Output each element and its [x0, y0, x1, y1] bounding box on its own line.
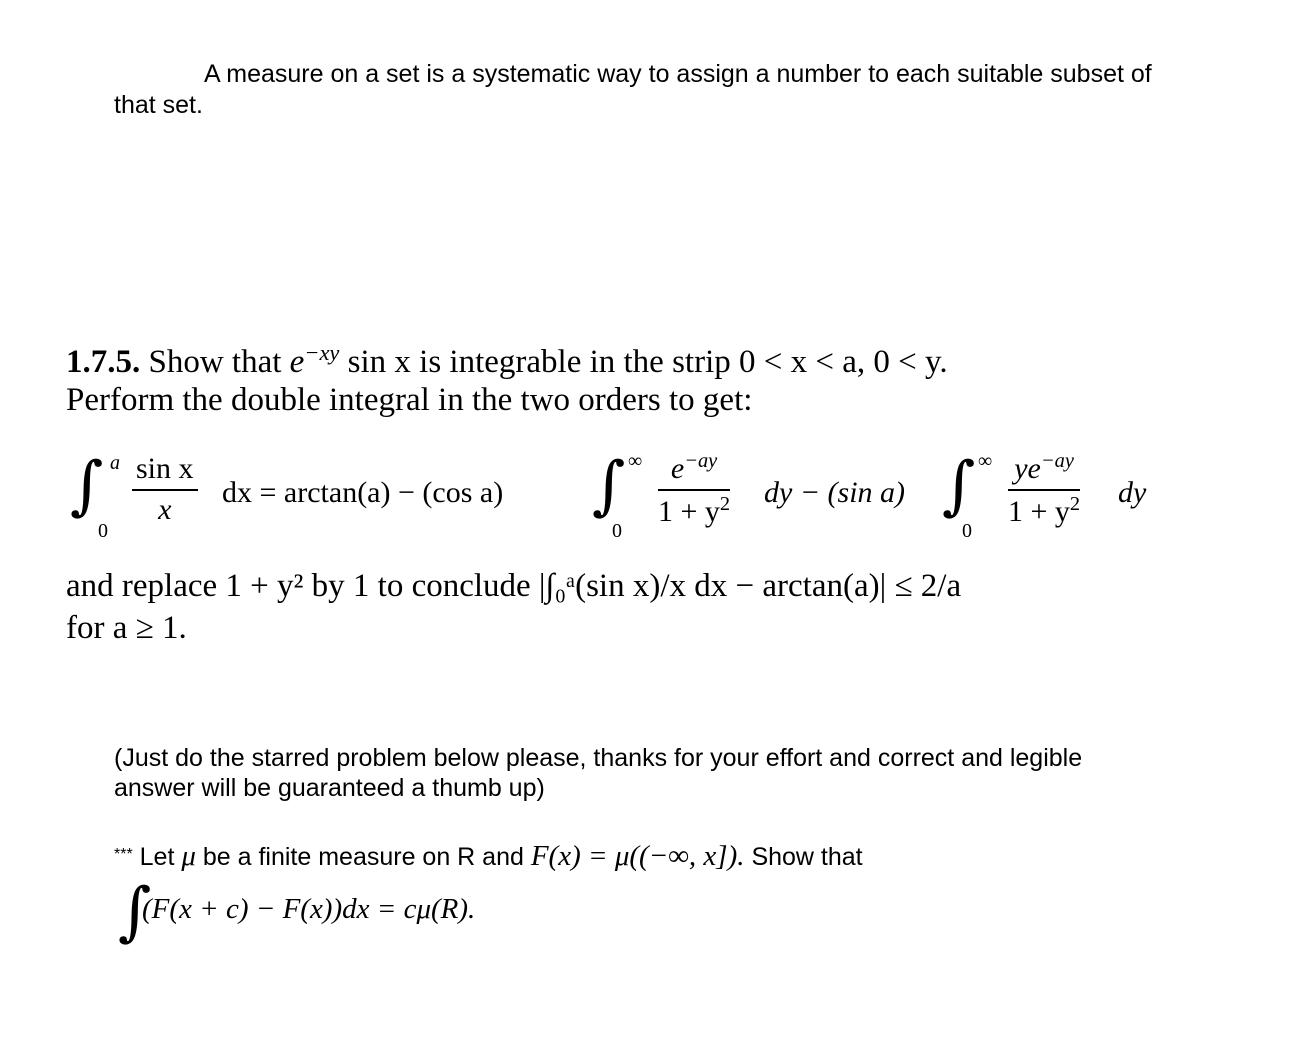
problem-e: e	[289, 344, 305, 380]
integral-sign-3: ∫	[942, 449, 976, 523]
starred-text-2: be a finite measure on R and	[195, 843, 531, 871]
integral-2-upper: ∞	[628, 450, 643, 472]
integral-1-upper: a	[110, 452, 120, 474]
problem-exponent: −xy	[304, 340, 340, 365]
problem-line-1-text: Show that	[148, 344, 290, 380]
starred-problem-line-1	[114, 840, 863, 873]
intro-line-1: A measure on a set is a systematic way to assign a number to each suitable subset of	[204, 60, 1152, 88]
starred-formula-1: F(x) = μ((−∞, x]).	[530, 840, 745, 872]
fraction-3-denominator: $1 + y^2$	[1008, 492, 1081, 528]
fraction-2	[658, 450, 730, 529]
fraction-1	[132, 452, 198, 527]
equation-segment-3: dy	[1118, 476, 1147, 509]
fraction-1-denominator: x	[158, 492, 172, 526]
note-line-2: answer will be guaranteed a thumb up)	[114, 774, 545, 802]
problem-line-2: Perform the double integral in the two orders to get:	[66, 382, 753, 418]
problem-line-1	[66, 340, 948, 381]
equation-segment-2: dy − (sin a)	[764, 476, 906, 509]
starred-marker: ***	[114, 846, 133, 863]
starred-integral-sign: ∫	[118, 875, 152, 949]
problem-line-1-rest: sin x is integrable in the strip 0 < x < a, 0 < y.	[339, 344, 948, 380]
problem-line-3: and replace 1 + y² by 1 to conclude |∫₀ᵃ(sin x)/x dx − arctan(a)| ≤ 2/a	[66, 568, 962, 604]
display-equation	[70, 446, 1250, 546]
fraction-3	[1008, 450, 1080, 529]
problem-number: 1.7.5.	[66, 344, 141, 380]
integral-3-lower: 0	[962, 520, 972, 542]
mu-symbol: μ	[181, 840, 196, 872]
fraction-2-denominator: $1 + y^2$	[658, 492, 731, 528]
starred-formula-2: (F(x + c) − F(x))dx = cμ(R).	[142, 893, 476, 925]
equation-segment-1: dx = arctan(a) − (cos a)	[222, 476, 504, 509]
problem-line-4: for a ≥ 1.	[66, 610, 187, 646]
starred-text-3: Show that	[744, 843, 863, 871]
integral-2-lower: 0	[612, 520, 622, 542]
intro-line-2: that set.	[114, 91, 203, 119]
integral-1-lower: 0	[98, 520, 108, 542]
starred-text-1: Let	[132, 843, 182, 871]
fraction-3-numerator: $ye^{-ay}$	[1008, 450, 1080, 491]
integral-sign-2: ∫	[592, 449, 626, 523]
integral-sign-1: ∫	[70, 449, 104, 523]
integral-3-upper: ∞	[978, 450, 993, 472]
fraction-1-numerator: sin x	[132, 452, 198, 491]
fraction-2-numerator: $e^{-ay}$	[658, 450, 730, 491]
note-line-1: (Just do the starred problem below please, thanks for your effort and correct and legible	[114, 744, 1083, 772]
